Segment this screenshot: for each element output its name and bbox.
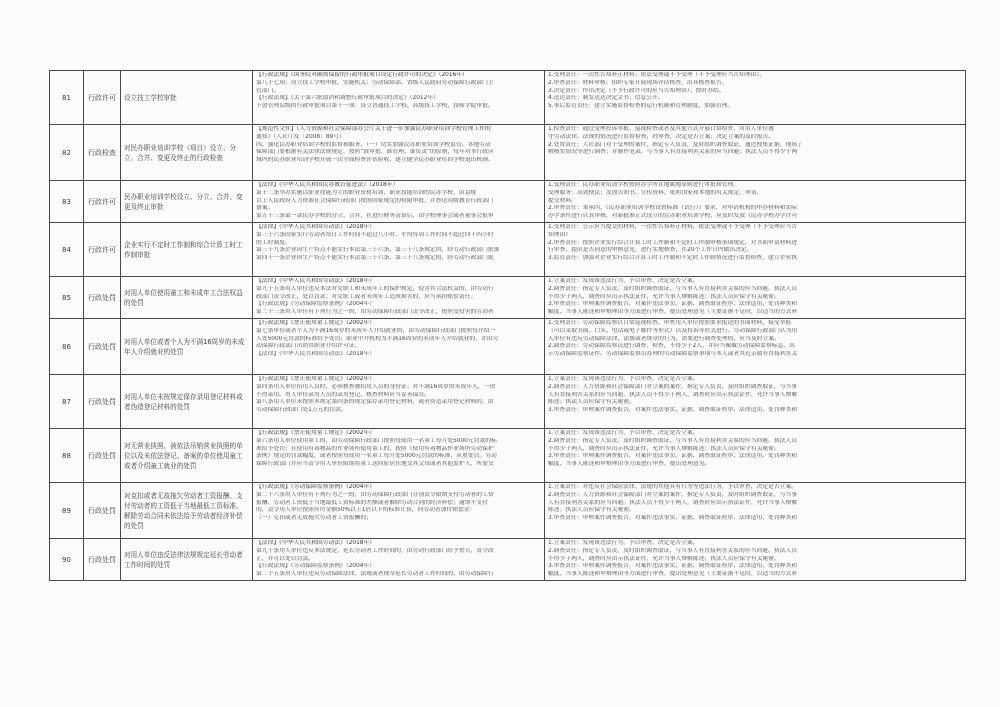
power-type: 行政处罚 [84,375,121,429]
power-name: 对无营业执照、被依法吊销营业执照的单位以及未依法登记、备案的单位使用童工或者介绍童工就业的处罚 [121,429,253,483]
responsibility-line: 知理由） [548,231,572,238]
responsibility-line: 受理服务：高效便民；发放告知书、宣传资料，依照国家和本地的有关规定，申请、 [548,189,763,196]
legal-basis-cell [253,429,545,483]
responsibility-line: 1.受理责任：一次性告知补正材料；依法受理或不予受理（不予受理应当告知理由）。 [548,72,766,78]
power-name: 对用人单位或者个人为不满16周岁的未成年人介绍就业的处罚 [121,319,253,375]
responsibility-line: 2.处置责任：人社部门对于受理的案件，指定专人负责，及时组织调查取证，通过搜集证据、现场了 [548,141,803,148]
legal-basis-line: 劳动保障行政部门处1万元的罚款。 [256,407,347,414]
legal-basis-line: 【行政法规】《禁止使用童工规定》（2002年） [256,430,376,436]
responsibility-cell [545,375,966,429]
responsibility-line: （可以采取书面、口头、电话或电子邮件等形式）以及投诉等形式进行。劳动保障行政部门认为用 [548,327,798,334]
legal-basis-cell [253,125,545,181]
responsibility-line: 3.审查责任：审理案件调查报告，对案件违法事实、证据、调查取证程序、法律适用、处罚种类和 [548,563,798,570]
power-name: 民办职业培训学校设立、分立、合并、变更及终止审批 [121,181,253,223]
legal-basis-cell [253,539,545,581]
responsibility-line: 不得少于两人，调查时应出示执法证件，允许当事人辩解陈述；执法人员应保守有关秘密。 [548,445,780,452]
legal-basis-line: 【法律】《中华人民共和国劳动法》（2018年） [256,351,376,358]
power-name: 设立技工学校审批 [121,71,253,125]
legal-basis-cell [253,181,545,223]
responsibility-line: 1.立案责任：发现该违法行为，予以审查，决定是否立案。 [548,430,699,436]
responsibility-line: 3.审查责任：审理案件调查报告，对案件违法事实、证据、调查取证程序、法律适用、处罚种类和 [548,515,798,522]
legal-basis-line: 【行政法规】《劳动保障监察条例》（2004年） [256,301,376,308]
legal-basis-line: 第四十一条企业因生产特点不能实行本法第三十六条、第三十八条规定的，经劳动行政部门批 [256,255,494,262]
responsibility-cell [545,223,966,277]
legal-basis-line: 通知》（人社厅发〔2008〕89号） [256,133,345,140]
legal-basis-cell [253,277,545,319]
power-type: 行政处罚 [84,319,121,375]
legal-basis-cell [253,483,545,539]
legal-basis-line: 四、强化民办职业培训学校的监督和服务。（一）切实加强民办职业培训学校监管。各地劳动 [256,141,491,148]
legal-basis-line: 第五十三条第一款民办学校的分立、合并，在进行财务清算后，由学校理事会或者董事会报审 [256,213,494,220]
table-row [50,181,966,223]
legal-basis-line: 第八十七项：设立技工学校审批。实施机关：劳动保障部、省级人民政府劳动保障行政部门主 [256,79,494,86]
legal-basis-line: 域内的民办职业培训学校开展一次全面检查评估验收，建立健全民办职业培训学校退出机制。 [256,157,494,164]
legal-basis-line: 的工时制度。 [256,239,291,246]
responsibility-line: 幅度、当事人陈述和申辩理由等方面进行审查，提出处理意见。 [548,461,711,468]
legal-basis-line: 第三十九条企业因生产特点不能实行本法第三十六条、第三十八条规定的，经劳动行政部门批准 [256,247,500,254]
row-number: 88 [50,429,84,483]
responsibility-line: 办学条件进行认真审核，对新批准正式设立的民办职业培训学校，应及时发放《民办学校办学许可 [548,213,798,220]
legal-basis-line: 的，责令用人单位按照应付金额50%以上1倍以下的标准计算，向劳动者加付赔偿金： [256,507,476,514]
responsibility-cell [545,277,966,319]
legal-basis-line: 不得录用。用人单位录用人员的录用登记、核查材料应当妥善保管。 [256,391,430,398]
power-type: 行政处罚 [84,277,121,319]
power-name: 企业实行不定时工作制和综合计算工时工作制审批 [121,223,253,277]
legal-basis-line: 下放管理层级的行政审批项目第十一项：设立普通技工学校、高级技工学校、技师学院审批。 [256,103,494,110]
responsibility-line: 2.调查责任：人力资源和社会保障部门对立案的案件，指定专人负责，及时组织调查取证，与当事 [548,383,798,390]
responsibility-cell [545,181,966,223]
legal-basis-line: 条例》规定的罚款幅度，或者按照每使用一名童工每月处5000元罚款的标准，从重处罚。劳动 [256,453,497,460]
responsibility-line: 行审查，提出是否同意的审核意见，进行实地核查，在20个工作日内做出决定。 [548,247,753,254]
legal-basis-line: 【行政法规】《禁止使用童工规定》（2002年） [256,320,376,326]
legal-basis-line: 第二十三条用人单位有下列行为之一的，由劳动保障行政部门责令改正，按照受侵害的劳动者 [256,309,494,316]
table-row [50,539,966,581]
legal-basis-cell [253,319,545,375]
responsibility-cell [545,319,966,375]
legal-basis-line: 【法律】《中华人民共和国劳动法》（2018年） [256,278,376,284]
row-number: 81 [50,71,84,125]
row-number: 84 [50,223,84,277]
responsibility-line: 2.审查责任：秉承四、《民办职业培训学校设置标准（试行）》要求，对申请机构的申办材料和实际 [548,205,797,212]
legal-basis-line: 人处5000元罚款的标准给予处罚；职业中介机构为不满16周岁的未成年人介绍就业的，并由劳 [256,335,499,342]
responsibility-line: 3.审查责任：审理案件调查报告，对案件违法事实、证据、调查取证程序、法律适用、处罚种类和 [548,301,798,308]
legal-basis-line: 动保障行政部门吊销其职业介绍许可证。 [256,343,361,350]
responsibility-line: 提交材料。 [548,197,577,204]
responsibility-line: 2.审查责任：按照企业实行综合计算工时工作制和不定时工作制审核事项规定，对书面申请材料进 [548,239,798,246]
legal-basis-line: 【行政法规】《劳动保障监察条例》（2004年） [256,484,376,490]
legal-basis-line: 备案。 [256,205,274,212]
responsibility-line: 人有直接利害关系的应当回避。执法人员不得少于两人，调查时应出示执法证件，允许当事人辩解 [548,391,798,398]
row-number: 89 [50,483,84,539]
legal-basis-line: 【行政法规】《劳动保障监察条例》（2004年） [256,563,376,570]
responsibility-line: 不得少于两人，调查时应出示执法证件，允许当事人辩解陈述；执法人员应保守有关秘密。 [548,555,780,562]
responsibility-line: 3.审查责任：审理案件调查报告，对案件违法事实、证据、调查取证程序、法律适用、处罚种类和 [548,453,798,460]
table-row [50,125,966,181]
responsibility-line: 1.立案责任：发现该违法行为，予以审查，决定是否立案。 [548,540,699,546]
responsibility-line: 陈述；执法人员应保守有关秘密。 [548,507,635,514]
responsibility-cell [545,71,966,125]
legal-basis-line: 准给予处罚；在使用有毒物品的作业场所使用童工的，按照《使用有毒物品作业场所劳动保护 [256,445,494,452]
power-name: 对用人单位未按规定保存录用登记材料或者伪造登记材料的处罚 [121,375,253,429]
legal-basis-line: 第四条用人单位招用人员时，必须核查被招用人员的身份证；对不满16周岁的未成年人，一律 [256,383,496,390]
legal-basis-line: 以上人民政府人力资源社会保障行政部门按照国家规定的权限审批，并抄送同级教育行政部门 [256,197,494,204]
legal-basis-line: 管部门。 [256,87,280,94]
legal-basis-line: 报酬、劳动者工资低于当地最低工资标准的差额或者解除劳动合同的经济补偿；逾期不支付 [256,499,488,506]
responsibility-line: 不得少于两人，调查时应出示执法证件，允许当事人辩解陈述；执法人员应保守有关秘密。 [548,293,780,300]
responsibility-line: 1.立案责任：对违反社会保险法律、法规的其他具有行为等违法行为，予以审查，决定是否立案。 [548,484,798,490]
legal-basis-line: 保障行政部门并应当责令用人单位限期将童工送回原居住地交其父母或者其他监护人，所需交 [256,461,494,468]
responsibility-line: 1.受理责任：劳动保障监察以日常巡视检查、审查用人单位按照要求报送的书面材料、接受举报 [548,320,792,326]
legal-basis-line: 【法律】《中华人民共和国劳动法》（2018年） [256,224,376,230]
legal-basis-cell [253,71,545,125]
table-row [50,375,966,429]
responsibility-line: 1.立案责任：发现该违法行为，予以审查，决定是否立案。 [548,278,699,284]
responsibility-line: 解核实情况等进行调查；并制作笔录，与当事人有直接利害关系的应当回避；执法人员不得少于两 [548,149,798,156]
responsibility-line: 3.审查责任：审理案件调查报告，对案件违法事实、证据、调查取证程序、法律适用、处罚种类和 [548,407,798,414]
table-row [50,71,966,125]
legal-basis-line: 第二十五条用人单位违反劳动保障法律、法规或者规章延长劳动者工作时间的，由劳动保障行 [256,571,494,578]
legal-basis-line: 【规范性文件】《人力资源和社会保障部办公厅关于进一步加强民办职业培训学校管理工作的 [256,126,491,132]
row-number: 86 [50,319,84,375]
power-type: 行政处罚 [84,539,121,581]
legal-basis-line: 第二十六条用人单位有下列行为之一的，由劳动保障行政部门分别责令限期支付劳动者的工资 [256,491,494,498]
legal-basis-line: 第十二条举办实施以职业技能为主的职业资格培训、职业技能培训的民办学校，由县级 [256,189,477,196]
responsibility-line: 人有直接利害关系的应当回避。执法人员不得少于两人，调查时应出示执法证件，允许当事人辩解 [548,499,798,506]
table-row [50,319,966,375]
responsibility-line: 4.送达责任：制发送达决定文书；信息公开。 [548,95,664,102]
legal-basis-line: 第九十五条用人单位违反本法对女职工和未成年工的保护规定，侵害其合法权益的，由劳动行 [256,285,494,292]
responsibility-line: 幅度、当事人陈述和申辩理由等方面进行审查，提出处理意见（主要证据不足时，以适当的方式补 [548,309,798,316]
responsibility-line: 1.检查责任：通过受理投诉举报、巡视检查或者及其他方式开展日常检查，对用人单位遵 [548,126,774,132]
power-name: 对用人单位使用童工和未成年工合法权益的处罚 [121,277,253,319]
table-row [50,277,966,319]
legal-basis-line: 【法律】《中华人民共和国民办教育促进法》（2018年） [256,182,399,188]
responsibility-line: 示劳动保障监察证件。劳动保障监察员办理的劳动保障监察事项与本人或者其近亲属有直接利害关 [548,351,798,358]
legal-basis-line: 【行政法规】《禁止使用童工规定》（2002年） [256,376,376,382]
power-name: 对克扣或者无故拖欠劳动者工资报酬、支付劳动者的工资低于当地最低工资标准、解除劳动合同未依法给予劳动者经济补偿的处罚 [121,483,253,539]
responsibility-line: 幅度、当事人陈述和申辩理由等方面进行审查，提出处理意见（主要证据不足时，以适当的方式补 [548,571,798,578]
power-type: 行政处罚 [84,483,121,539]
row-number: 82 [50,125,84,181]
responsibility-line: 2.调查责任：指定专人负责，及时组织调查取证，与当事人有直接利害关系的应当回避。执法人员 [548,285,798,292]
power-type: 行政许可 [84,181,121,223]
responsibility-line: 5.事后监管责任：建立实施监督检查的运行机制和管理制度，加强管理。 [548,103,734,110]
legal-basis-line: 第六条用人单位使用童工的，由劳动保障行政部门按照每使用一名童工每月处5000元罚款的标 [256,437,497,444]
power-name: 对民办职业培训学校（项目）设立、分立、合并、变更及终止的行政检查 [121,125,253,181]
legal-basis-line: 第七条单位或者个人为不满16周岁的未成年人介绍就业的，由劳动保障行政部门按照每介绍一 [256,327,496,334]
responsibility-cell [545,539,966,581]
responsibility-line: 守劳动法律、法规的情况进行监督检查，经审查，决定是否立案；决定立案的及时报告。 [548,133,775,140]
row-number: 85 [50,277,84,319]
responsibility-line: 2.调查责任：劳动保障监察员进行调查，检查，不得少于2人，并应当佩戴劳动保障监察标志，出 [548,343,795,350]
responsibility-cell [545,125,966,181]
responsibility-table [49,70,966,581]
row-number: 83 [50,181,84,223]
legal-basis-line: 正，并可以处以罚款。 [256,555,314,562]
responsibility-cell [545,483,966,539]
row-number: 87 [50,375,84,429]
legal-basis-cell [253,375,545,429]
legal-basis-line: 【行政法规】《关于第六批取消和调整行政审批项目的决定》（2012年） [256,95,439,102]
table-row [50,429,966,483]
table-row [50,223,966,277]
power-type: 行政处罚 [84,429,121,483]
row-number: 90 [50,539,84,581]
legal-basis-cell [253,223,545,277]
legal-basis-line: 【法律】《中华人民共和国劳动法》（2018年） [256,540,376,546]
legal-basis-line: 【行政法规】《国务院对确需保留的行政审批项目设定行政许可的决定》（2016年） [256,72,468,78]
responsibility-line: 3.监管责任：加强对企业实行综合计算工时工作制和不定时工作制情况进行监督检查，建立企业执 [548,255,798,262]
responsibility-line: 1.立案责任：发现该违法行为，予以审查，决定是否立案。 [548,376,699,382]
power-type: 行政许可 [84,223,121,277]
responsibility-cell [545,429,966,483]
power-type: 行政检查 [84,125,121,181]
legal-basis-line: 第八条用人单位未按照本规定第四条的规定保存录用登记材料，或者伪造录用登记材料的，由 [256,399,494,406]
power-name: 对用人单位违反法律法规规定延长劳动者工作时间的处罚 [121,539,253,581]
responsibility-line: 陈述；执法人员应保守有关秘密。 [548,399,635,406]
responsibility-line: 2.调查责任：指定专人负责，及时组织调查取证，与当事人有直接利害关系的应当回避。执法人员 [548,547,798,554]
responsibility-line: 3.决定责任：作出决定（不予行政许可的应当告知理由）；按时办结。 [548,87,725,94]
responsibility-line: 1.受理责任：公示应当提交的材料，一次性告知补正材料，依法受理或不予受理（不予受理应当告 [548,224,798,230]
table-row [50,483,966,539]
legal-basis-line: 第九十条用人单位违反本法规定，延长劳动者工作时间的，由劳动行政部门给予警告，责令改 [256,547,494,554]
legal-basis-line: 第三十六条国家实行劳动者每日工作时间不超过八小时、平均每周工作时间不超过四十四小时 [256,231,494,238]
legal-basis-line: （一）克扣或者无故拖欠劳动者工资报酬的； [256,515,372,522]
power-type: 行政许可 [84,71,121,125]
responsibility-line: 2.审查责任：材料审核；组织专家开展现场评估核查，出具核查报告。 [548,79,728,86]
legal-basis-line: 保障部门要根据有关法律法规规定，按照“谁审批、谁管理、谁负责”的原则，每年对本行政区 [256,149,494,156]
legal-basis-line: 政部门责令改正，处以罚款；对女职工或者未成年工造成损害的，应当承担赔偿责任。 [256,293,477,300]
responsibility-line: 2.调查责任：人力资源和社会保障部门对立案的案件，指定专人负责，及时组织调查取证，与当事 [548,491,798,498]
responsibility-line: 1.受理责任：民办职业培训学校按照办学所在地属地原则进行审批和管理。 [548,182,740,188]
responsibility-line: 人单位有违反劳动保障法律、法规或者规章的行为，需要进行调查处理的，应当及时立案。 [548,335,780,342]
responsibility-line: 2.调查责任：指定专人负责，及时组织调查取证，与当事人有直接利害关系的应当回避。执法人员 [548,437,798,444]
